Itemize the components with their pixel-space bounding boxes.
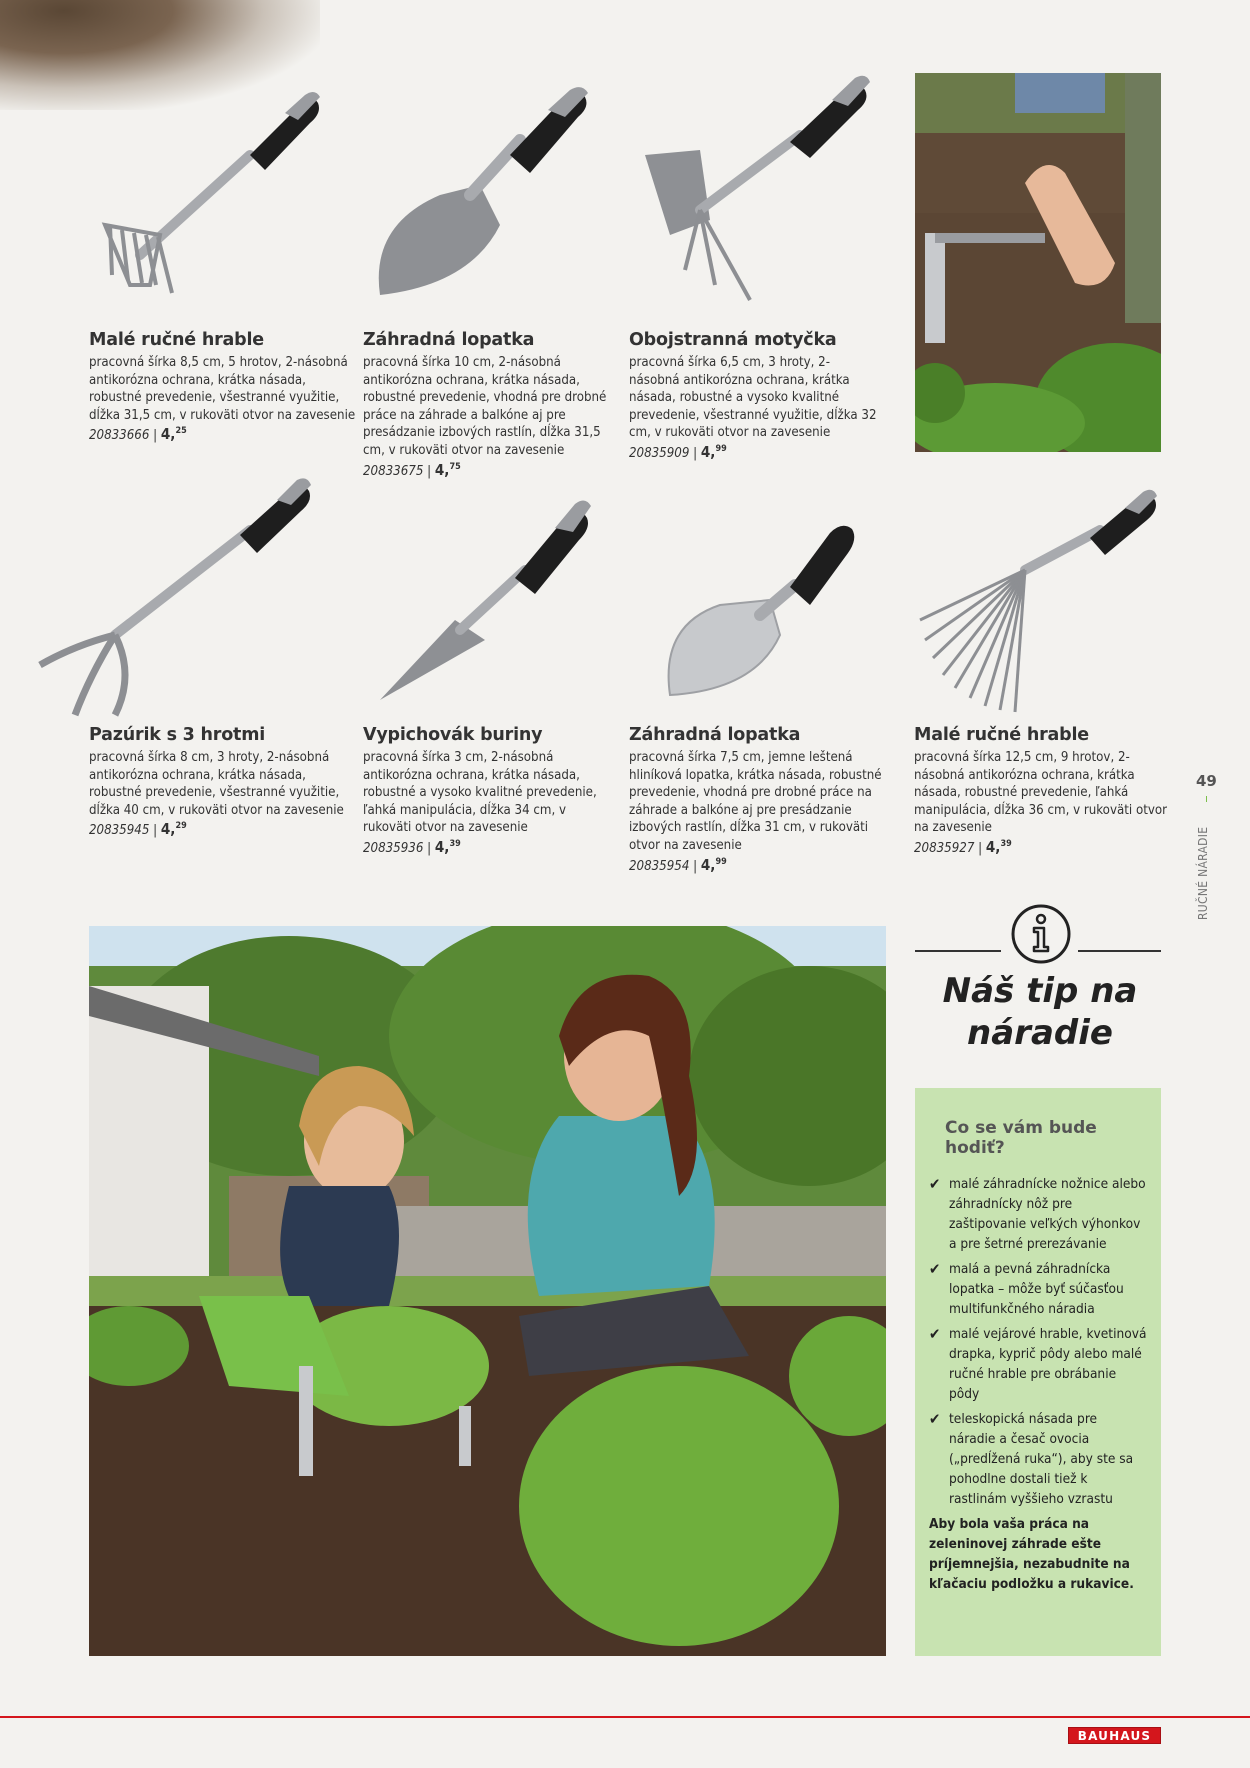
product-price: 4,39	[434, 837, 461, 856]
product-card	[363, 330, 613, 479]
product-card	[89, 330, 359, 443]
product-code: 20833675 |	[363, 463, 432, 479]
tip-title: Náš tip na náradie	[942, 971, 1138, 1053]
check-icon: ✔	[929, 1325, 941, 1343]
product-code: 20835909 |	[629, 445, 698, 461]
aluminium-trowel-image	[660, 515, 860, 700]
list-item: ✔ malé záhradnícke nožnice alebo záhradnícky nôž pre zaštipovanie veľkých výhonkov a pre šetrné prerezávanie	[929, 1175, 1146, 1252]
section-label: RUČNÉ NÁRADIE	[1196, 826, 1210, 920]
fan-rake-image	[915, 480, 1160, 715]
double-hoe-image	[640, 70, 880, 310]
tip-heading: Co se vám bude hodiť?	[945, 1118, 1097, 1158]
trowel-image	[370, 85, 595, 310]
product-name: Záhradná lopatka	[629, 725, 801, 745]
price-line	[629, 856, 889, 874]
check-icon: ✔	[929, 1410, 941, 1428]
product-description: pracovná šírka 3 cm, 2-násobná antikorózna ochrana, krátka násada, robustné a vysoko kvalitné prevedenie, ľahká manipulácia, dĺžka 34 cm, v rukoväti otvor na zavesenie	[363, 750, 597, 836]
product-price: 4,99	[700, 855, 727, 874]
tip-box	[915, 1088, 1161, 1656]
product-description: pracovná šírka 6,5 cm, 3 hroty, 2-násobná antikorózna ochrana, krátka násada, robustné a vysoko kvalitné prevedenie, všestranné využitie, dĺžka 32 cm, v rukoväti otvor na zavesenie	[629, 355, 877, 441]
product-description: pracovná šírka 10 cm, 2-násobná antikorózna ochrana, krátka násada, robustné prevedenie, vhodná pre drobné práce na záhrade a balkóne aj pre presádzanie izbových rastlín, dĺžka 31,5 cm, v rukoväti otvor na zavesenie	[363, 355, 607, 458]
product-name: Malé ručné hrable	[914, 725, 1089, 745]
hand-rake-image	[100, 85, 325, 310]
product-description: pracovná šírka 12,5 cm, 9 hrotov, 2-násobná antikorózna ochrana, krátka násada, robustné prevedenie, ľahká manipulácia, dĺžka 36 cm, v rukoväti otvor na zavesenie	[914, 750, 1167, 836]
tip-divider-right	[1078, 950, 1161, 952]
gardening-photo	[89, 926, 886, 1656]
product-name: Vypichovák buriny	[363, 725, 543, 745]
footer-rule	[0, 1716, 1250, 1718]
page-number: 49	[1196, 772, 1217, 790]
product-name: Záhradná lopatka	[363, 330, 535, 350]
price-line	[89, 820, 359, 838]
product-name: Pazúrik s 3 hrotmi	[89, 725, 266, 745]
product-card	[629, 725, 889, 874]
product-name: Malé ručné hrable	[89, 330, 264, 350]
page-number-divider	[1206, 796, 1207, 802]
hoe-in-use-photo	[915, 73, 1161, 452]
check-icon: ✔	[929, 1175, 941, 1193]
tip-divider-left	[915, 950, 1001, 952]
product-price: 4,39	[985, 837, 1012, 856]
product-card	[89, 725, 359, 838]
price-line	[363, 838, 613, 856]
list-item: ✔ malé vejárové hrable, kvetinová drapka, kyprič pôdy alebo malé ručné hrable pre obrábanie pôdy	[929, 1325, 1147, 1402]
list-item: ✔ malá a pevná záhradnícka lopatka – môže byť súčasťou multifunkčného náradia	[929, 1260, 1124, 1317]
price-line	[914, 838, 1169, 856]
product-description: pracovná šírka 8,5 cm, 5 hrotov, 2-násobná antikorózna ochrana, krátka násada, robustné prevedenie, všestranné využitie, dĺžka 31,5 cm, v rukoväti otvor na zavesenie	[89, 355, 356, 423]
tip-list	[929, 1174, 1147, 1509]
tip-note: Aby bola vaša práca na zeleninovej záhrade ešte príjemnejšia, nezabudnite na kľačaciu podložku a rukavice.	[929, 1516, 1134, 1592]
product-code: 20835936 |	[363, 840, 432, 856]
product-card	[914, 725, 1169, 856]
weeder-image	[375, 490, 595, 705]
product-code: 20833666 |	[89, 428, 158, 444]
product-description: pracovná šírka 8 cm, 3 hroty, 2-násobná antikorózna ochrana, krátka násada, robustné prevedenie, všestranné využitie, dĺžka 40 cm, v rukoväti otvor na zavesenie	[89, 750, 344, 818]
product-code: 20835954 |	[629, 858, 698, 874]
price-line	[629, 443, 879, 461]
product-price: 4,99	[700, 442, 727, 461]
bauhaus-logo: BAUHAUS	[1068, 1727, 1161, 1744]
list-item: ✔ teleskopická násada pre náradie a česač ovocia („predĺžená ruka“), aby ste sa pohodlne dostali tiež k rastlinám vyššieho vzrastu	[929, 1410, 1134, 1507]
product-price: 4,75	[434, 460, 461, 479]
product-price: 4,25	[160, 425, 187, 444]
price-line	[363, 461, 613, 479]
info-icon	[1010, 903, 1072, 965]
three-prong-cultivator-image	[35, 455, 315, 720]
product-price: 4,29	[160, 820, 187, 839]
product-name: Obojstranná motyčka	[629, 330, 837, 350]
check-icon: ✔	[929, 1260, 941, 1278]
product-description: pracovná šírka 7,5 cm, jemne leštená hliníková lopatka, krátka násada, robustné prevedenie, vhodná pre drobné práce na záhrade a balkóne aj pre presádzanie izbových rastlín, dĺžka 31 cm, v rukoväti otvor na zavesenie	[629, 750, 882, 853]
product-code: 20835945 |	[89, 823, 158, 839]
product-card	[629, 330, 879, 461]
product-card	[363, 725, 613, 856]
price-line	[89, 425, 359, 443]
product-code: 20835927 |	[914, 840, 983, 856]
